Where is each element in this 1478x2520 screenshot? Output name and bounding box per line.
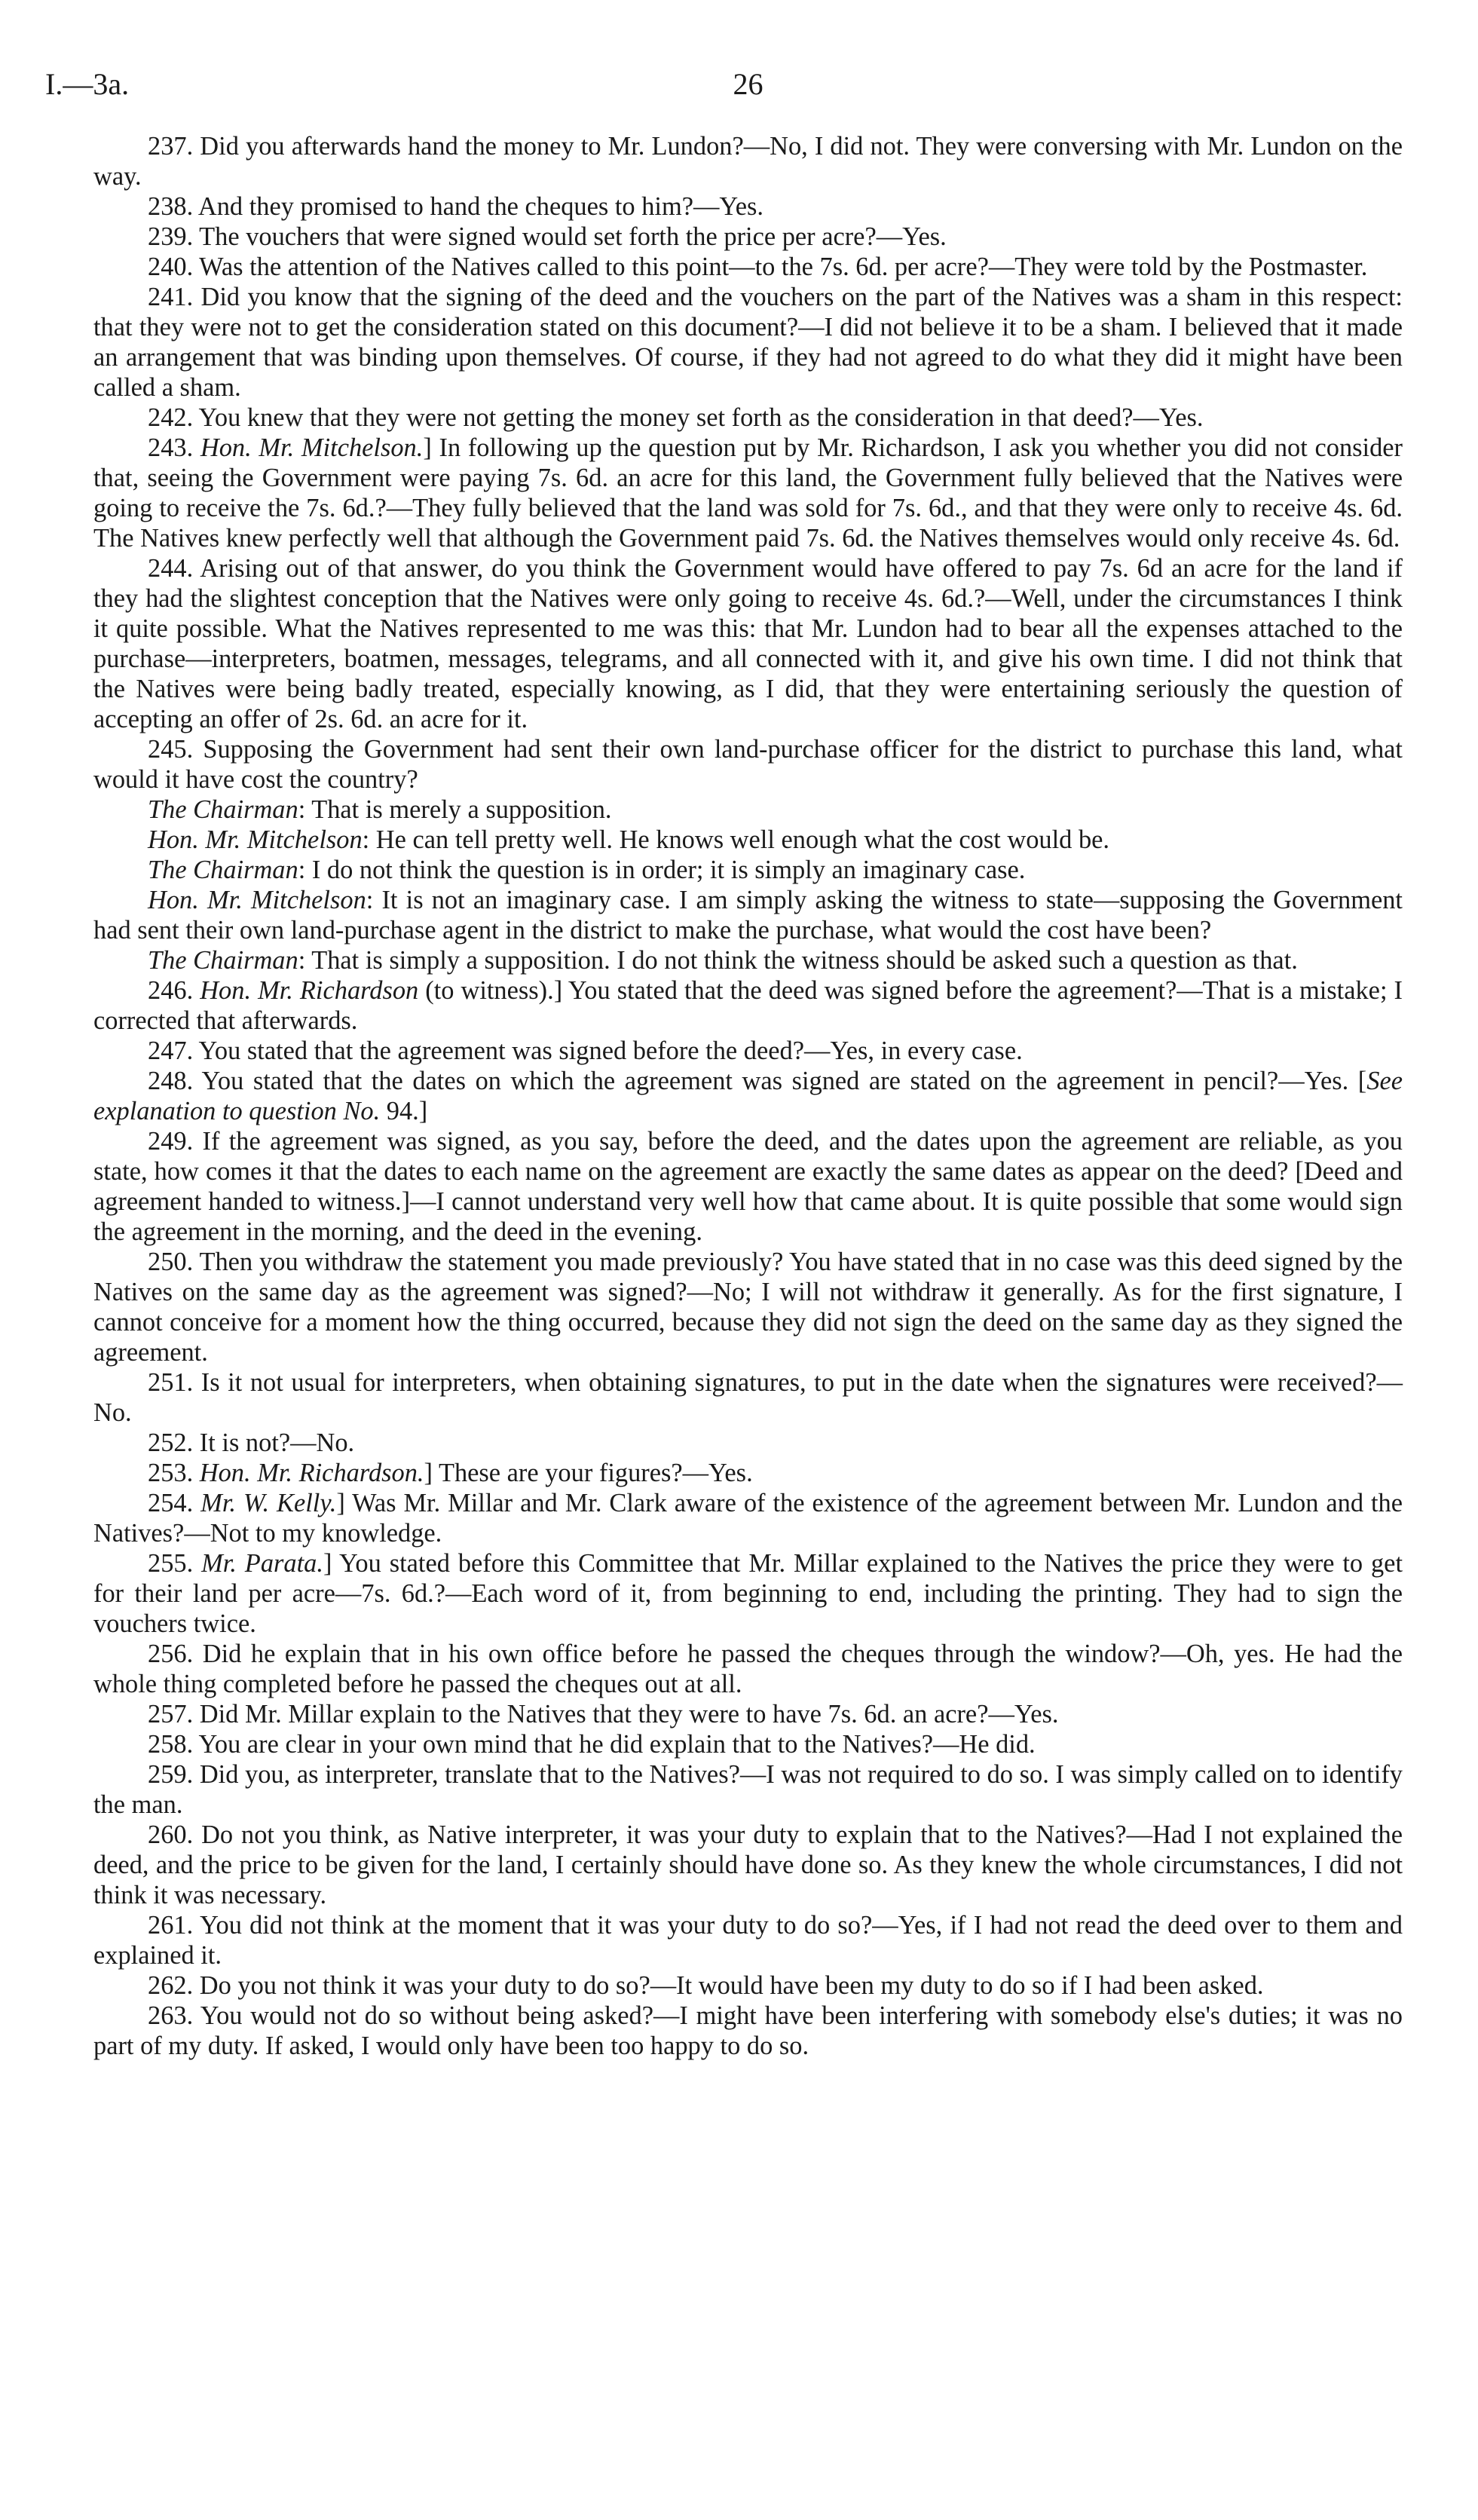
paragraph-text: : It is not an imaginary case. I am simply asking the witness to state—supposing the Government had sent their own land-purchase agent in the district to make the purchase, what would the cost have been? (93, 886, 1403, 945)
paragraph (93, 945, 1403, 975)
paragraph-text: ] In following up the question put by Mr. Richardson, I ask you whether you did not consider that, seeing the Government were paying 7s. 6d. an acre for this land, the Government fully believed that the Natives were going to receive the 7s. 6d.?—They fully believed that the land was sold for 7s. 6d., and that they were only to receive 4s. 6d. The Natives knew perfectly well that although the Government paid 7s. 6d. the Natives themselves would only receive 4s. 6d. (93, 433, 1403, 553)
speaker-name: The Chairman (148, 946, 298, 975)
speaker-name: See explanation to question No. (93, 1067, 1403, 1125)
paragraph (93, 1910, 1403, 1970)
paragraph (93, 885, 1403, 945)
paragraph (93, 1548, 1403, 1639)
paragraph-text: 257. Did Mr. Millar explain to the Natives that they were to have 7s. 6d. an acre?—Yes. (148, 1700, 1059, 1728)
paragraph-text: 237. Did you afterwards hand the money to Mr. Lundon?—No, I did not. They were conversing with Mr. Lundon on the way. (93, 132, 1403, 191)
paragraph-text: 263. You would not do so without being asked?—I might have been interfering with somebody else's duties; it was no part of my duty. If asked, I would only have been too happy to do so. (93, 2001, 1403, 2060)
paragraph-text: ] These are your figures?—Yes. (424, 1459, 753, 1487)
paragraph (93, 1488, 1403, 1548)
paragraph (93, 1458, 1403, 1488)
paragraph-text: 253. (148, 1459, 200, 1487)
paragraph (93, 1729, 1403, 1759)
paragraph-text: 259. Did you, as interpreter, translate that to the Natives?—I was not required to do so. I was simply called on to identify the man. (93, 1760, 1403, 1819)
paragraph (93, 1036, 1403, 1066)
speaker-name: Hon. Mr. Mitchelson. (200, 433, 424, 462)
paragraph (93, 1247, 1403, 1367)
paragraph (93, 825, 1403, 855)
paragraph-text: 249. If the agreement was signed, as you say, before the deed, and the dates upon the agreement are reliable, as you state, how comes it that the dates to each name on the agreement are exactly the same dates as appear on the deed? [Deed and agreement handed to witness.]—I cannot understand very well how that came about. It is quite possible that some would sign the agreement in the morning, and the deed in the evening. (93, 1127, 1403, 1246)
speaker-name: The Chairman (148, 856, 298, 884)
paragraph-text: 258. You are clear in your own mind that he did explain that to the Natives?—He did. (148, 1730, 1036, 1759)
paragraph (93, 282, 1403, 403)
paragraph-text: 255. (148, 1549, 202, 1578)
paragraph (93, 1066, 1403, 1126)
paragraph (93, 222, 1403, 252)
paragraph (93, 1699, 1403, 1729)
paragraph (93, 553, 1403, 734)
paragraph-text: 250. Then you withdraw the statement you made previously? You have stated that in no case was this deed signed by the Natives on the same day as the agreement was signed?—No; I will not withdraw it generally. As for the first signature, I cannot conceive for a moment how the thing occurred, because they did not sign the deed on the same day as they signed the agreement. (93, 1248, 1403, 1367)
paragraph (93, 1126, 1403, 1247)
paragraph-text: 252. It is not?—No. (148, 1428, 355, 1457)
paragraph-text: 246. (148, 976, 200, 1005)
paragraph-text: 251. Is it not usual for interpreters, when obtaining signatures, to put in the date when the signatures were received?—No. (93, 1368, 1403, 1427)
paragraph-text: 241. Did you know that the signing of the deed and the vouchers on the part of the Natives was a sham in this respect: that they were not to get the consideration stated on this document?—I did not believe it to be a sham. I believed that it made an arrangement that was binding upon themselves. Of course, if they had not agreed to do what they did it might have been called a sham. (93, 283, 1403, 402)
paragraph (93, 855, 1403, 885)
paragraph (93, 1820, 1403, 1910)
page-number: 26 (733, 67, 763, 101)
paragraph-text: : That is merely a supposition. (298, 795, 612, 824)
paragraph-text: 240. Was the attention of the Natives called to this point—to the 7s. 6d. per acre?—They were told by the Postmaster. (148, 253, 1368, 281)
speaker-name: Hon. Mr. Mitchelson (148, 886, 366, 914)
paragraph-text: 244. Arising out of that answer, do you think the Government would have offered to pay 7s. 6d an acre for the land if they had the slightest conception that the Natives were only going to receive 4s. 6d.?—Well, under the circumstances I think it quite possible. What the Natives represented to me was this: that Mr. Lundon had to bear all the expenses attached to the purchase—interpreters, boatmen, messages, telegrams, and all connected with it, and give his own time. I did not think that the Natives were being badly treated, especially knowing, as I did, that they were entertaining seriously the question of accepting an offer of 2s. 6d. an acre for it. (93, 554, 1403, 733)
speaker-name: Mr. Parata. (201, 1549, 323, 1578)
paragraph-text: 261. You did not think at the moment that it was your duty to do so?—Yes, if I had not read the deed over to them and explained it. (93, 1911, 1403, 1970)
paragraph-text: ] Was Mr. Millar and Mr. Clark aware of the existence of the agreement between Mr. Lundon and the Natives?—Not to my knowledge. (93, 1489, 1403, 1548)
document-reference: I.—3a. (45, 67, 130, 101)
paragraph (93, 1367, 1403, 1428)
paragraph (93, 1639, 1403, 1699)
speaker-name: Hon. Mr. Richardson (200, 976, 419, 1005)
paragraph-text: 239. The vouchers that were signed would set forth the price per acre?—Yes. (148, 222, 947, 251)
paragraph (93, 1759, 1403, 1820)
paragraph-text: 260. Do not you think, as Native interpreter, it was your duty to explain that to the Natives?—Had I not explained the deed, and the price to be given for the land, I certainly should have done so. As they knew the whole circumstances, I did not think it was necessary. (93, 1820, 1403, 1909)
speaker-name: Mr. W. Kelly. (200, 1489, 337, 1517)
paragraph-text: 262. Do you not think it was your duty to do so?—It would have been my duty to do so if I had been asked. (148, 1971, 1264, 2000)
paragraph-text: 243. (148, 433, 200, 462)
paragraph-text: : That is simply a supposition. I do not think the witness should be asked such a question as that. (298, 946, 1298, 975)
paragraph-text: : I do not think the question is in order; it is simply an imaginary case. (298, 856, 1026, 884)
paragraph (93, 795, 1403, 825)
paragraph-text: 238. And they promised to hand the cheques to him?—Yes. (148, 192, 764, 221)
document-body (93, 131, 1403, 2061)
speaker-name: Hon. Mr. Richardson. (199, 1459, 424, 1487)
paragraph-text: : He can tell pretty well. He knows well enough what the cost would be. (362, 825, 1110, 854)
page-header (45, 67, 1403, 116)
paragraph-text: 242. You knew that they were not getting the money set forth as the consideration in that deed?—Yes. (148, 403, 1204, 432)
paragraph (93, 2001, 1403, 2061)
paragraph-text: ] You stated before this Committee that Mr. Millar explained to the Natives the price they were to get for their land per acre—7s. 6d.?—Each word of it, from beginning to end, including the printing. They had to sign the vouchers twice. (93, 1549, 1403, 1638)
paragraph (93, 734, 1403, 795)
paragraph (93, 433, 1403, 553)
paragraph (93, 1970, 1403, 2001)
paragraph-text: 94.] (380, 1097, 428, 1125)
paragraph (93, 131, 1403, 191)
paragraph (93, 975, 1403, 1036)
paragraph-text: 247. You stated that the agreement was signed before the deed?—Yes, in every case. (148, 1036, 1023, 1065)
paragraph-text: 248. You stated that the dates on which the agreement was signed are stated on the agreement in pencil?—Yes. [ (148, 1067, 1367, 1095)
paragraph-text: 245. Supposing the Government had sent their own land-purchase officer for the district to purchase this land, what would it have cost the country? (93, 735, 1403, 794)
paragraph-text: (to witness).] You stated that the deed was signed before the agreement?—That is a mistake; I corrected that afterwards. (93, 976, 1403, 1035)
paragraph (93, 252, 1403, 282)
paragraph-text: 256. Did he explain that in his own office before he passed the cheques through the window?—Oh, yes. He had the whole thing completed before he passed the cheques out at all. (93, 1640, 1403, 1698)
speaker-name: Hon. Mr. Mitchelson (148, 825, 363, 854)
paragraph (93, 403, 1403, 433)
paragraph (93, 191, 1403, 222)
paragraph (93, 1428, 1403, 1458)
speaker-name: The Chairman (148, 795, 298, 824)
paragraph-text: 254. (148, 1489, 201, 1517)
